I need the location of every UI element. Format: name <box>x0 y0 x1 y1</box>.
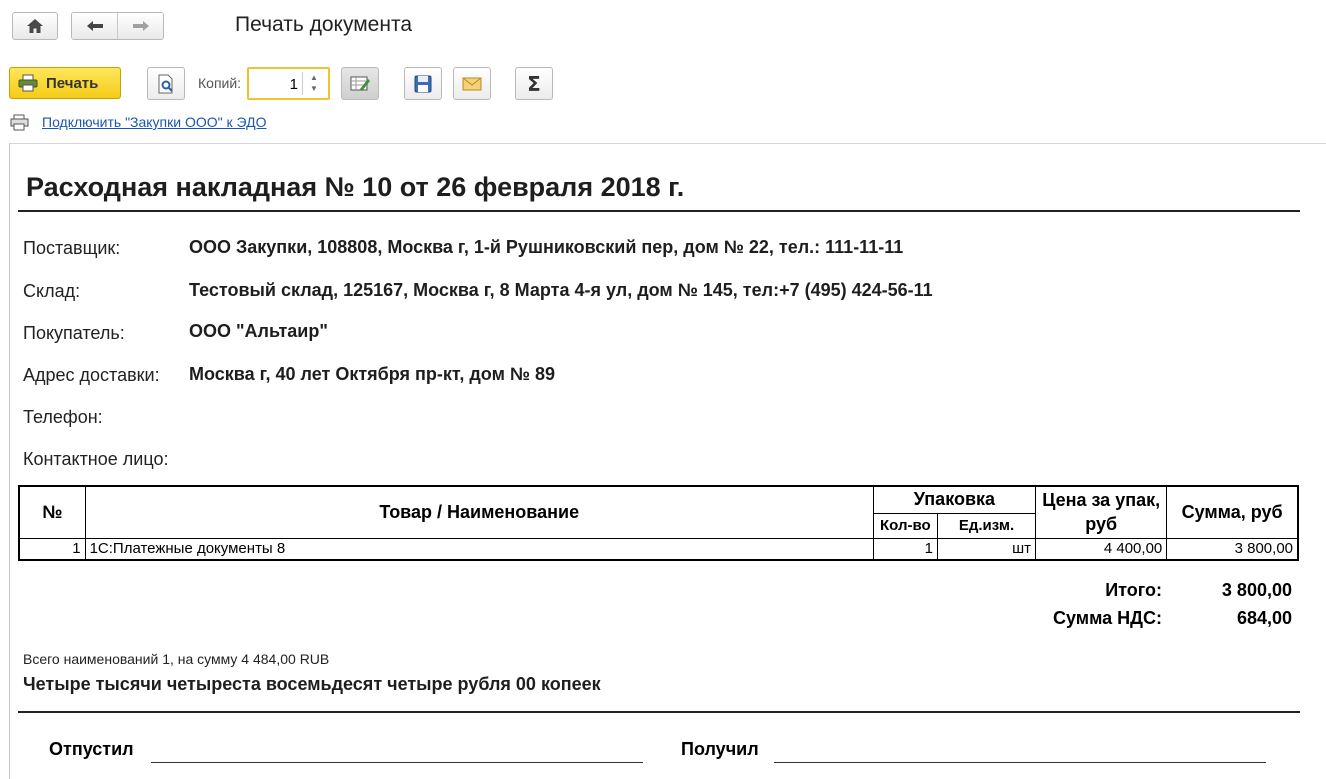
vat-label: Сумма НДС: <box>1053 608 1162 628</box>
edo-connect-link[interactable]: Подключить "Закупки ООО" к ЭДО <box>42 114 267 130</box>
copies-label: Копий: <box>198 75 242 91</box>
home-button[interactable] <box>12 12 58 40</box>
col-header-qty: Кол-во <box>873 513 937 538</box>
received-signature-line <box>774 762 1266 763</box>
row-num: 1 <box>19 538 85 560</box>
buyer-value: ООО "Альтаир" <box>189 321 328 341</box>
buyer-label: Покупатель: <box>23 323 125 343</box>
warehouse-label: Склад: <box>23 281 81 301</box>
col-header-name: Товар / Наименование <box>85 486 873 538</box>
forward-button[interactable] <box>117 13 163 39</box>
released-signature-line <box>151 762 643 763</box>
stepper-down-icon[interactable]: ▼ <box>310 84 318 93</box>
edit-sheet-icon <box>350 75 370 93</box>
edo-printer-icon <box>10 114 29 131</box>
supplier-value: ООО Закупки, 108808, Москва г, 1-й Рушниковский пер, дом № 22, тел.: 111-11-11 <box>189 237 904 257</box>
vat-value: 684,00 <box>1236 608 1292 628</box>
total-label: Итого: <box>1105 580 1162 600</box>
copies-stepper[interactable] <box>302 72 325 95</box>
back-button[interactable] <box>72 13 117 39</box>
send-email-button[interactable] <box>453 67 491 100</box>
back-arrow-icon <box>86 20 104 32</box>
sum-button[interactable] <box>515 67 553 100</box>
summary-count: Всего наименований 1, на сумму 4 484,00 RUB <box>23 651 330 667</box>
copies-input[interactable] <box>258 74 298 94</box>
row-name: 1С:Платежные документы 8 <box>85 538 873 560</box>
row-price: 4 400,00 <box>1036 538 1167 560</box>
items-table <box>18 485 1299 561</box>
col-header-sum: Сумма, руб <box>1167 486 1298 538</box>
col-header-unit: Ед.изм. <box>937 513 1035 538</box>
copies-field <box>247 67 330 100</box>
row-unit: шт <box>937 538 1035 560</box>
delivery-address-label: Адрес доставки: <box>23 365 160 385</box>
released-label: Отпустил <box>49 739 134 759</box>
supplier-label: Поставщик: <box>23 238 121 258</box>
save-disk-icon <box>414 75 432 93</box>
delivery-address-value: Москва г, 40 лет Октября пр-кт, дом № 89 <box>189 364 555 384</box>
sigma-icon: Σ <box>527 71 541 96</box>
print-button[interactable] <box>9 67 121 99</box>
print-button-label: Печать <box>46 74 99 92</box>
table-row <box>19 538 1298 560</box>
contact-person-label: Контактное лицо: <box>23 449 169 469</box>
forward-arrow-icon <box>132 20 150 32</box>
title-divider <box>18 210 1300 212</box>
phone-label: Телефон: <box>23 407 103 427</box>
summary-amount-words: Четыре тысячи четыреста восемьдесят четыре рубля 00 копеек <box>23 674 601 694</box>
col-header-packaging: Упаковка <box>873 486 1035 513</box>
preview-icon <box>157 74 175 94</box>
envelope-icon <box>462 77 482 91</box>
col-header-price: Цена за упак, руб <box>1036 486 1167 538</box>
document-title: Расходная накладная № 10 от 26 февраля 2018 г. <box>26 172 685 202</box>
col-header-num: № <box>19 486 85 538</box>
save-button[interactable] <box>404 67 442 100</box>
edit-mode-button[interactable] <box>341 67 379 100</box>
row-sum: 3 800,00 <box>1167 538 1298 560</box>
stepper-up-icon[interactable]: ▲ <box>310 73 318 82</box>
warehouse-value: Тестовый склад, 125167, Москва г, 8 Марта 4-я ул, дом № 145, тел:+7 (495) 424-56-11 <box>189 280 933 300</box>
printer-icon <box>18 74 38 92</box>
home-icon <box>26 18 44 34</box>
window-title: Печать документа <box>235 13 413 36</box>
received-label: Получил <box>681 739 759 759</box>
row-qty: 1 <box>873 538 937 560</box>
signature-divider <box>18 711 1300 713</box>
total-value: 3 800,00 <box>1221 580 1292 600</box>
history-nav <box>71 12 164 40</box>
preview-button[interactable] <box>147 67 185 100</box>
